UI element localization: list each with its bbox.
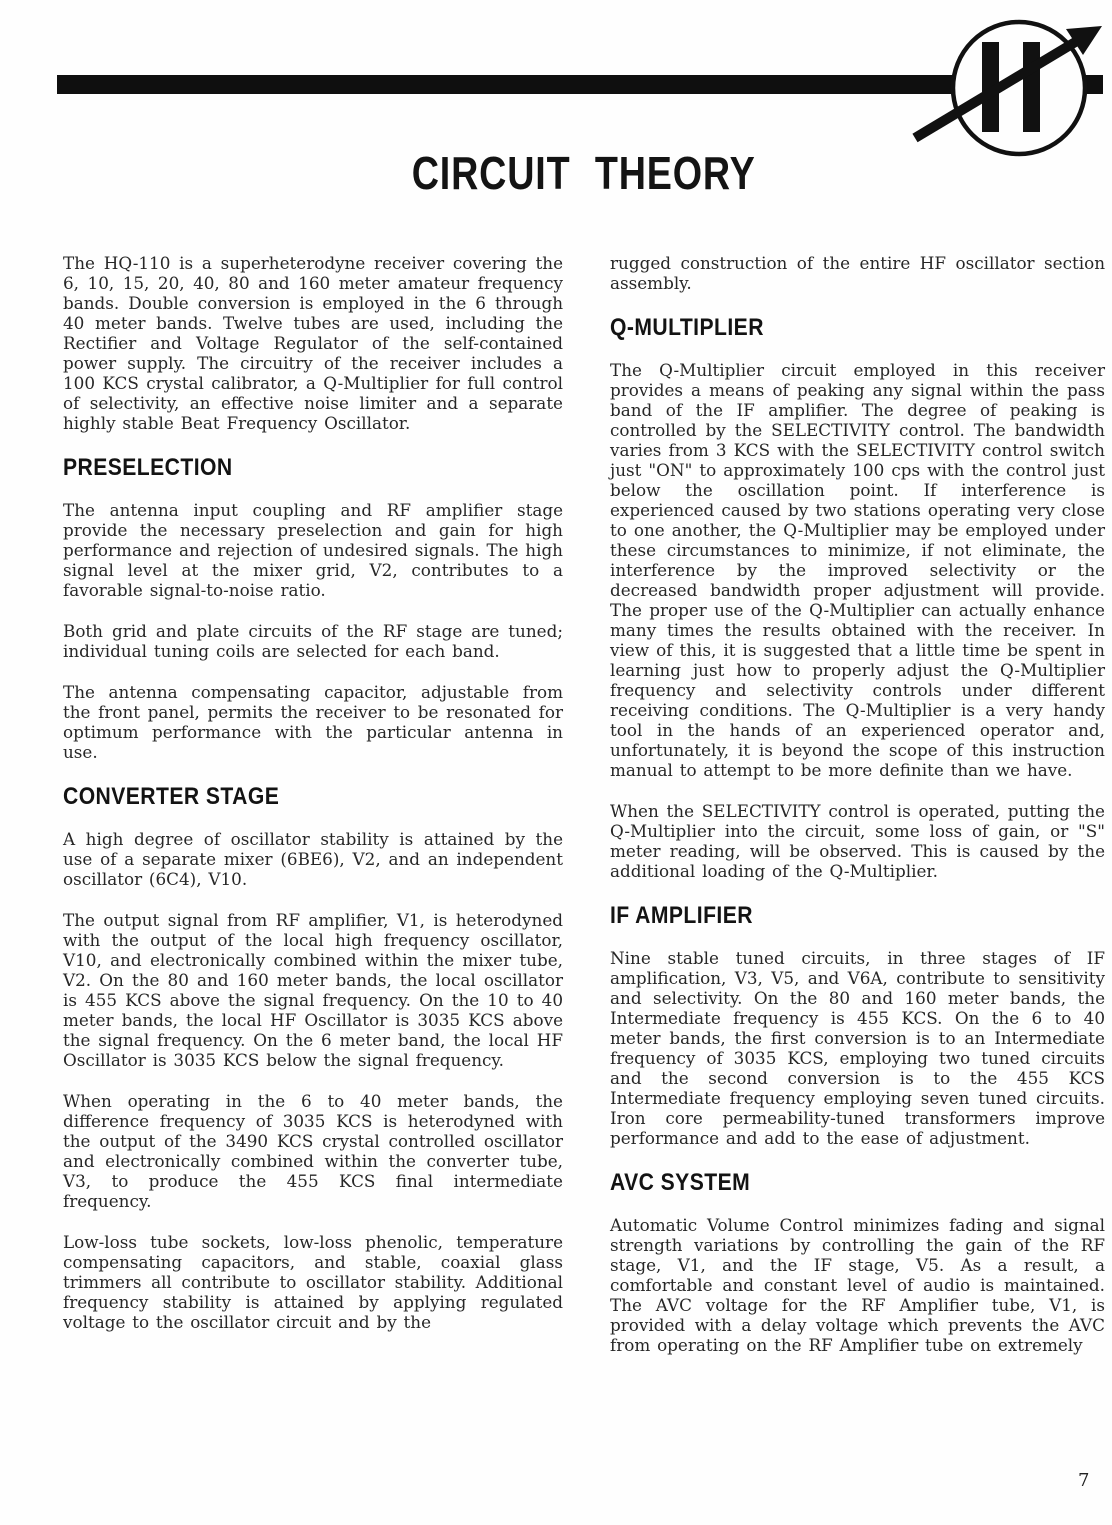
converter-paragraph-3: When operating in the 6 to 40 meter bands, the difference frequency of 3035 KCS is heterodyned with the output of the 3490 KCS crystal controlled oscillator and electronically combined within the converter tube, V3, to produce the 455 KCS final intermediate frequency. — [63, 1091, 563, 1211]
right-column — [610, 253, 1105, 1376]
page-title — [63, 146, 1105, 200]
avc-system-paragraph: Automatic Volume Control minimizes fading and signal strength variations by controlling the gain of the RF stage, V1, and the IF stage, V5. As a result, a comfortable and constant level of audio is maintained. The AVC voltage for the RF Amplifier tube, V1, is provided with a delay voltage which prevents the AVC from operating on the RF Amplifier tube on extremely — [610, 1215, 1105, 1355]
intro-paragraph: The HQ-110 is a superheterodyne receiver covering the 6, 10, 15, 20, 40, 80 and 160 meter amateur frequency bands. Double conversion is employed in the 6 through 40 meter bands. Twelve tubes are used, including the Rectifier and Voltage Regulator of the self-contained power supply. The circuitry of the receiver includes a 100 KCS crystal calibrator, a Q-Multiplier for full control of selectivity, an effective noise limiter and a separate highly stable Beat Frequency Oscillator. — [63, 253, 563, 433]
q-multiplier-paragraph-2: When the SELECTIVITY control is operated, putting the Q-Multiplier into the circuit, some loss of gain, or "S" meter reading, will be observed. This is caused by the additional loading of the Q-Multiplier. — [610, 801, 1105, 881]
if-amplifier-paragraph: Nine stable tuned circuits, in three stages of IF amplification, V3, V5, and V6A, contribute to sensitivity and selectivity. On the 80 and 160 meter bands, the Intermediate frequency is 455 KCS. On the 6 to 40 meter bands, the first conversion is to an Intermediate frequency of 3035 KCS, employing two tuned circuits and the second conversion is to the 455 KCS Intermediate frequency employing seven tuned circuits. Iron core permeability-tuned transformers improve performance and add to the ease of adjustment. — [610, 948, 1105, 1148]
q-multiplier-paragraph-1: The Q-Multiplier circuit employed in this receiver provides a means of peaking any signal within the pass band of the IF amplifier. The degree of peaking is controlled by the SELECTIVITY control. The bandwidth varies from 3 KCS with the SELECTIVITY control switch just "ON" to approximately 100 cps with the control just below the oscillation point. If interference is experienced caused by two stations operating very close to one another, the Q-Multiplier may be employed under these circumstances to minimize, if not eliminate, the interference by the improved selectivity or the decreased bandwidth proper adjustment will provide. The proper use of the Q-Multiplier can actually enhance many times the results obtained with the receiver. In view of this, it is suggested that a little time be spent in learning just how to properly adjust the Q-Multiplier frequency and selectivity controls under different receiving conditions. The Q-Multiplier is a very handy tool in the hands of an experienced operator and, unfortunately, it is beyond the scope of this instruction manual to attempt to be more definite than we have. — [610, 360, 1105, 780]
preselection-paragraph-2: Both grid and plate circuits of the RF stage are tuned; individual tuning coils are selected for each band. — [63, 621, 563, 661]
page-number: 7 — [1078, 1470, 1090, 1491]
section-heading-if-amplifier: IF AMPLIFIER — [610, 902, 753, 929]
preselection-paragraph-3: The antenna compensating capacitor, adjustable from the front panel, permits the receiver to be resonated for optimum performance with the particular antenna in use. — [63, 682, 563, 762]
section-heading-q-multiplier: Q-MULTIPLIER — [610, 314, 764, 341]
section-heading-avc-system: AVC SYSTEM — [610, 1169, 751, 1196]
preselection-paragraph-1: The antenna input coupling and RF amplifier stage provide the necessary preselection and gain for high performance and rejection of undesired signals. The high signal level at the mixer grid, V2, contributes to a favorable signal-to-noise ratio. — [63, 500, 563, 600]
converter-paragraph-continuation: rugged construction of the entire HF oscillator section assembly. — [610, 253, 1105, 293]
hammarlund-h-arrow-logo-icon — [900, 12, 1110, 164]
converter-paragraph-1: A high degree of oscillator stability is attained by the use of a separate mixer (6BE6), V2, and an independent oscillator (6C4), V10. — [63, 829, 563, 889]
page-title-text: CIRCUIT THEORY — [412, 147, 756, 199]
two-column-body — [63, 253, 1105, 1376]
converter-paragraph-4: Low-loss tube sockets, low-loss phenolic, temperature compensating capacitors, and stable, coaxial glass trimmers all contribute to oscillator stability. Additional frequency stability is attained by applying regulated voltage to the oscillator circuit and by the — [63, 1232, 563, 1332]
section-heading-converter-stage: CONVERTER STAGE — [63, 783, 280, 810]
section-heading-preselection: PRESELECTION — [63, 454, 233, 481]
left-column — [63, 253, 563, 1376]
converter-paragraph-2: The output signal from RF amplifier, V1, is heterodyned with the output of the local high frequency oscillator, V10, and electronically combined within the mixer tube, V2. On the 80 and 160 meter bands, the local oscillator is 455 KCS above the signal frequency. On the 10 to 40 meter bands, the local HF Oscillator is 3035 KCS above the signal frequency. On the 6 meter band, the local HF Oscillator is 3035 KCS below the signal frequency. — [63, 910, 563, 1070]
